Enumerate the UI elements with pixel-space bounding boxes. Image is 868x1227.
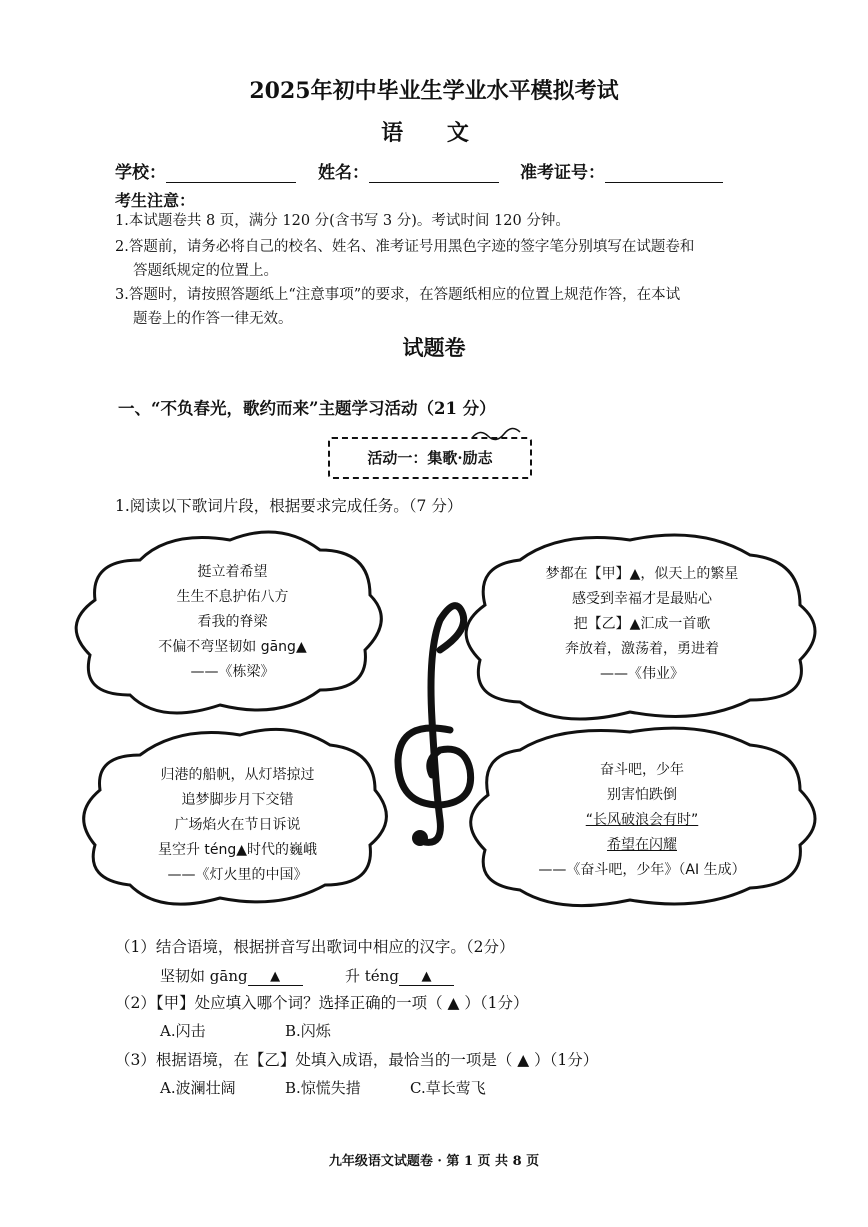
subquestion-2: （2）【甲】处应填入哪个词？选择正确的一项（ ▲ ）（1分） [115,994,529,1012]
notice-item: 题卷上的作答一律无效。 [133,311,293,327]
doodle-icon [470,424,530,444]
notice-item: 3.答题时，请按照答题纸上“注意事项”的要求，在答题纸相应的位置上规范作答，在本试 [115,287,681,303]
school-blank[interactable] [166,164,296,183]
school-field [115,158,296,183]
page-footer: 九年级语文试题卷 · 第 1 页 共 8 页 [328,1154,540,1169]
notice-item: 2.答题前，请务必将自己的校名、姓名、准考证号用黑色字迹的签字笔分别填写在试题卷和 [115,239,695,255]
answer-gang: 坚韧如 gāng ▲ [160,965,303,986]
option-c[interactable]: C.草长莺飞 [410,1079,486,1097]
option-b[interactable]: B.惊慌失措 [285,1079,361,1097]
notice-item: 1.本试题卷共 8 页，满分 120 分(含书写 3 分)。考试时间 120 分钟。 [115,213,570,229]
lyrics-top-left: 挺立着希望 生生不息护佑八方 看我的脊梁 不偏不弯坚韧如 gāng▲ ——《栋梁》 [158,564,307,680]
name-blank[interactable] [369,164,499,183]
activity-label: 活动一：集歌·励志 [367,449,493,467]
answer-teng: 升 téng ▲ [345,965,454,986]
option-a[interactable]: A.闪击 [160,1022,206,1040]
clef-dot [412,830,428,846]
id-label: 准考证号： [520,163,605,183]
subquestion-1: （1）结合语境，根据拼音写出歌词中相应的汉字。（2分） [115,938,515,956]
blank-gang[interactable]: ▲ [248,969,303,986]
notice-item: 答题纸规定的位置上。 [133,263,278,279]
subquestion-3: （3）根据语境，在【乙】处填入成语，最恰当的一项是（ ▲ ）（1分） [115,1051,599,1069]
blank-teng[interactable]: ▲ [399,969,454,986]
treble-clef-icon [398,606,471,843]
lyrics-bottom-right: 奋斗吧，少年 别害怕跌倒 “长风破浪会有时” 希望在闪耀 ——《奋斗吧，少年》（AI 生成） [538,762,746,878]
exam-title: 2025年初中毕业生学业水平模拟考试 [249,78,619,104]
option-b[interactable]: B.闪烁 [285,1022,331,1040]
school-label: 学校： [115,163,166,183]
name-label: 姓名： [318,163,369,183]
lyrics-bottom-left: 归港的船帆，从灯塔掠过 追梦脚步月下交错 广场焰火在节日诉说 星空升 téng▲时代的巍峨 ——《灯火里的中国》 [157,767,318,883]
notice-heading: 考生注意： [115,191,196,210]
lyrics-top-right: 梦都在【甲】▲，似天上的繁星 感受到幸福才是最贴心 把【乙】▲汇成一首歌 奔放着，激荡着，勇进着 ——《伟业》 [545,566,739,682]
subject-title: 语 文 [381,120,487,146]
section-title: 试题卷 [402,335,466,360]
id-field [520,158,723,183]
part-one-heading: 一、“不负春光，歌约而来”主题学习活动（21 分） [118,399,496,418]
option-a[interactable]: A.波澜壮阔 [160,1079,236,1097]
id-blank[interactable] [605,164,723,183]
name-field [318,158,499,183]
question-1: 1.阅读以下歌词片段，根据要求完成任务。（7 分） [115,497,463,515]
